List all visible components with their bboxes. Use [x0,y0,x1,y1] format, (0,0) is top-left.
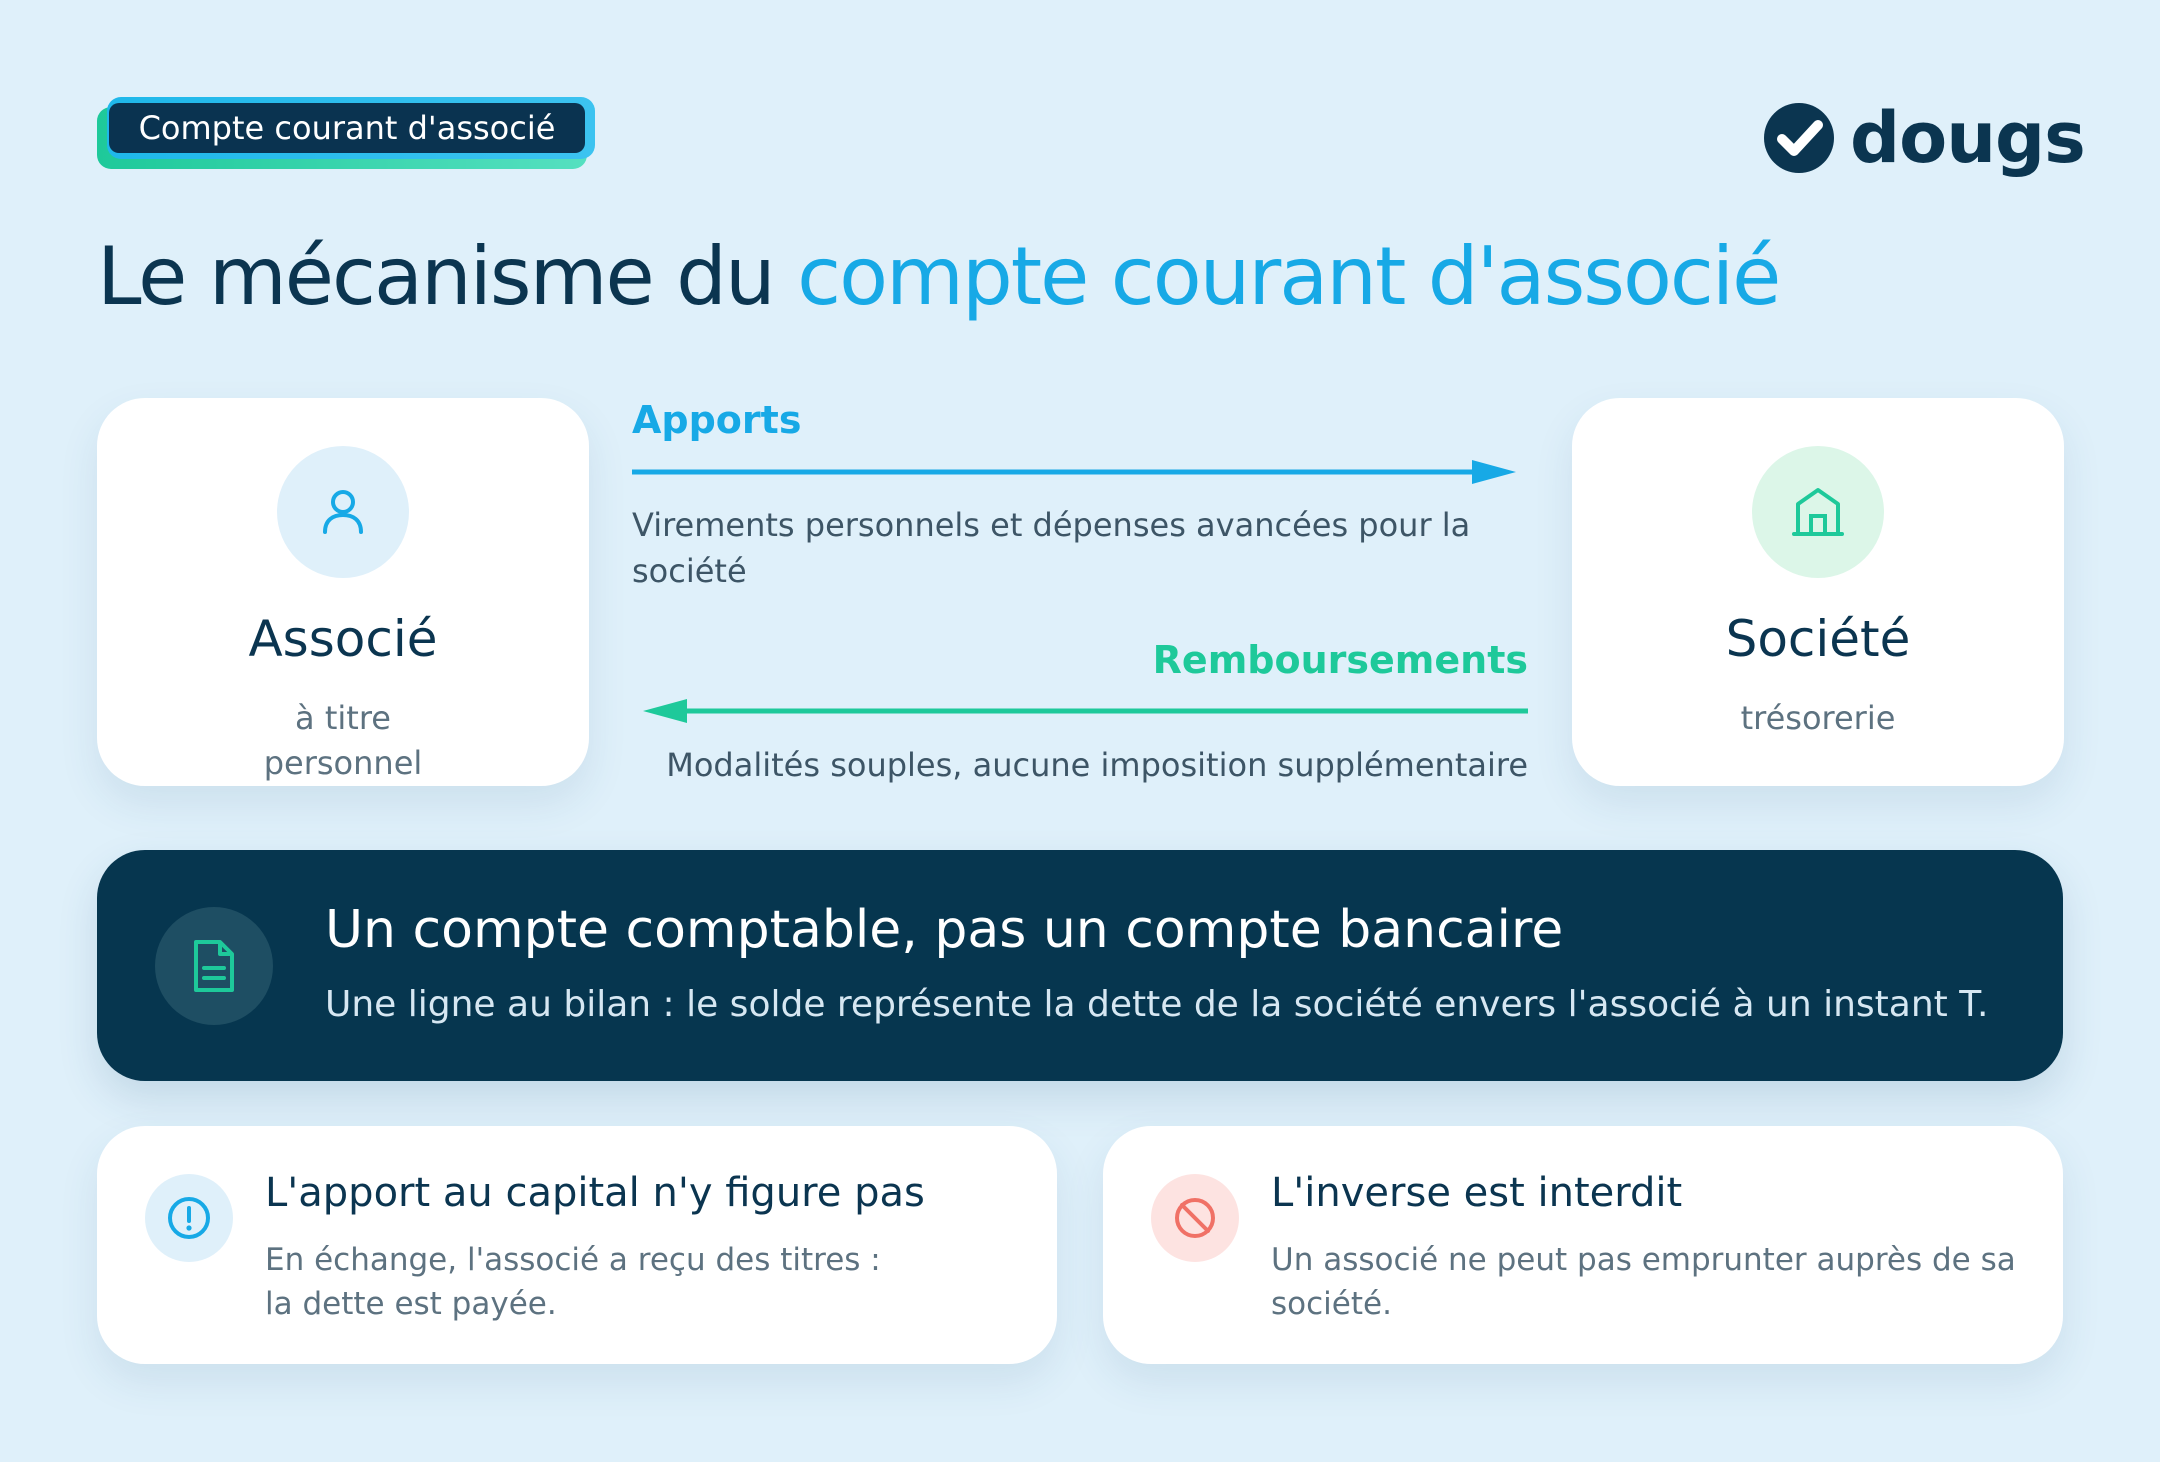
banner-title: Un compte comptable, pas un compte bancaire [325,900,1564,960]
info-banner [97,850,2063,1081]
remboursements-description: Modalités souples, aucune imposition supplémentaire [666,746,1528,784]
note-capital-icon-circle [145,1174,233,1262]
societe-name: Société [1725,610,1911,668]
note-inverse-title: L'inverse est interdit [1271,1170,1683,1216]
document-icon [186,936,242,996]
note-capital-card [97,1126,1057,1364]
note-inverse-description [1271,1238,2016,1326]
apports-label: Apports [632,398,802,442]
associe-card [97,398,589,786]
note-capital-title: L'apport au capital n'y figure pas [265,1170,925,1216]
section-tag [97,97,597,170]
title-part-2: compte courant d'associé [797,230,1780,323]
dougs-logo [1762,96,2085,180]
title-part-1: Le mécanisme du [97,230,798,323]
note-inverse-card [1103,1126,2063,1364]
info-alert-icon [165,1194,213,1242]
note-capital-desc-line2: la dette est payée. [265,1286,557,1322]
note-capital-desc-line1: En échange, l'associé a reçu des titres : [265,1242,881,1278]
associe-sub-line2: personnel [263,744,423,782]
banner-icon-circle [155,907,273,1025]
note-inverse-desc-line2: société. [1271,1286,1392,1322]
note-inverse-desc-line1: Un associé ne peut pas emprunter auprès de sa [1271,1242,2016,1278]
user-icon [313,482,373,542]
apports-desc-line2: société [632,552,747,590]
societe-subtitle: trésorerie [1740,699,1896,737]
tag-label: Compte courant d'associé [109,103,585,153]
societe-card [1572,398,2064,786]
prohibited-icon [1171,1194,1219,1242]
logo-text: dougs [1850,97,2085,179]
remboursements-label: Remboursements [1152,638,1528,682]
associe-subtitle [97,696,589,786]
building-icon [1788,482,1848,542]
associe-icon-circle [277,446,409,578]
associe-name: Associé [248,610,438,668]
check-circle-icon [1762,101,1836,175]
apports-desc-line1: Virements personnels et dépenses avancées pour la [632,506,1471,544]
societe-icon-circle [1752,446,1884,578]
banner-description: Une ligne au bilan : le solde représente la dette de la société envers l'associé à un instant T. [325,984,1989,1025]
remboursements-arrow [643,697,1529,727]
apports-arrow [632,458,1522,488]
note-capital-description [265,1238,881,1326]
page-title [97,230,1779,323]
associe-sub-line1: à titre [295,699,391,737]
apports-description [632,502,1470,594]
note-inverse-icon-circle [1151,1174,1239,1262]
